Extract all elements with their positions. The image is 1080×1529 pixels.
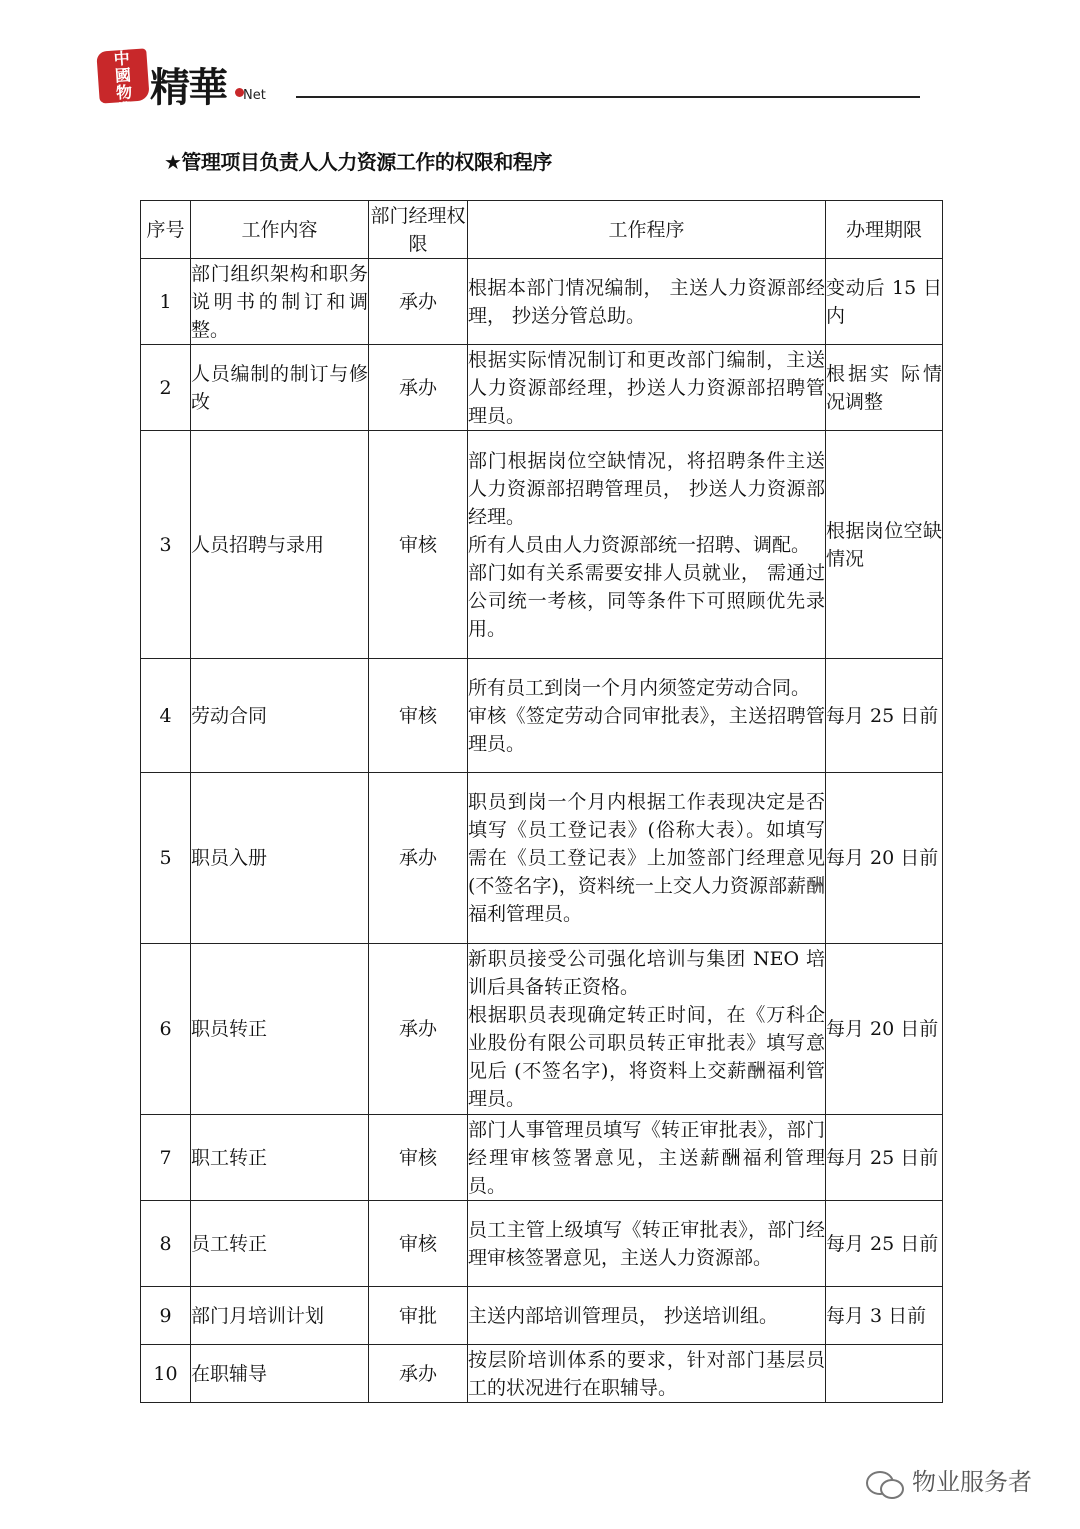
row-procedure <box>468 944 826 1115</box>
table-row <box>141 1287 943 1345</box>
account-name: 物业服务者 <box>912 1468 1032 1496</box>
row-procedure <box>468 1115 826 1201</box>
row-task: 员工转正 <box>191 1201 369 1287</box>
procedure-paragraph: 部门人事管理员填写《转正审批表》，部门经理审核签署意见，主送薪酬福利管理员。 <box>468 1118 825 1197</box>
procedure-paragraph: 主送内部培训管理员， 抄送培训组。 <box>468 1304 779 1327</box>
table-row <box>141 431 943 659</box>
row-term: 根据岗位空缺情况 <box>826 431 943 659</box>
col-header-term: 办理期限 <box>826 201 943 259</box>
row-number: 7 <box>141 1115 191 1201</box>
row-number: 6 <box>141 944 191 1115</box>
procedure-paragraph: 所有人员由人力资源部统一招聘、调配。 <box>468 533 811 556</box>
row-authority: 承办 <box>369 259 468 345</box>
row-task: 职员入册 <box>191 773 369 944</box>
row-number: 10 <box>141 1345 191 1403</box>
row-procedure <box>468 431 826 659</box>
row-number: 9 <box>141 1287 191 1345</box>
row-procedure <box>468 259 826 345</box>
site-logo <box>98 48 298 120</box>
row-authority: 承办 <box>369 1345 468 1403</box>
procedure-paragraph: 职员到岗一个月内根据工作表现决定是否填写《员工登记表》(俗称大表）。如填写需在《员工登记表》上加签部门经理意见(不签名字)，资料统一上交人力资源部薪酬福利管理员。 <box>468 791 825 925</box>
table-header-row <box>141 201 943 259</box>
row-authority: 审批 <box>369 1287 468 1345</box>
row-term: 根据实 际情况调整 <box>826 345 943 431</box>
row-term: 每月 25 日前 <box>826 1115 943 1201</box>
table-row <box>141 1115 943 1201</box>
procedure-paragraph: 审核《签定劳动合同审批表》，主送招聘管理员。 <box>468 704 825 755</box>
row-authority: 审核 <box>369 659 468 773</box>
procedure-paragraph: 员工主管上级填写《转正审批表》，部门经理审核签署意见，主送人力资源部。 <box>468 1218 825 1269</box>
row-task: 职员转正 <box>191 944 369 1115</box>
procedure-paragraph: 根据实际情况制订和更改部门编制，主送人力资源部经理，抄送人力资源部招聘管理员。 <box>468 348 825 427</box>
logo-suffix: Net <box>243 88 266 103</box>
row-number: 8 <box>141 1201 191 1287</box>
row-term: 每月 3 日前 <box>826 1287 943 1345</box>
procedure-paragraph: 根据职员表现确定转正时间，在《万科企业股份有限公司职员转正审批表》填写意见后 (不签名字)，将资料上交薪酬福利管理员。 <box>468 1004 825 1110</box>
row-number: 4 <box>141 659 191 773</box>
row-authority: 审核 <box>369 431 468 659</box>
row-number: 2 <box>141 345 191 431</box>
table-row <box>141 345 943 431</box>
row-term <box>826 1345 943 1403</box>
table-row <box>141 259 943 345</box>
row-task: 部门组织架构和职务说明书的制订和调整。 <box>191 259 369 345</box>
row-procedure <box>468 659 826 773</box>
row-task: 劳动合同 <box>191 659 369 773</box>
row-term: 每月 25 日前 <box>826 1201 943 1287</box>
row-task: 职工转正 <box>191 1115 369 1201</box>
row-authority: 审核 <box>369 1201 468 1287</box>
page-title: ★管理项目负责人人力资源工作的权限和程序 <box>164 150 552 174</box>
table-row <box>141 659 943 773</box>
row-number: 3 <box>141 431 191 659</box>
row-authority: 承办 <box>369 345 468 431</box>
row-authority: 承办 <box>369 773 468 944</box>
row-term: 变动后 15 日内 <box>826 259 943 345</box>
table-row <box>141 1201 943 1287</box>
wechat-icon <box>866 1469 906 1497</box>
row-number: 1 <box>141 259 191 345</box>
col-header-procedure: 工作程序 <box>468 201 826 259</box>
row-task: 部门月培训计划 <box>191 1287 369 1345</box>
row-number: 5 <box>141 773 191 944</box>
logo-brand: 精華 <box>150 65 226 111</box>
procedure-paragraph: 新职员接受公司强化培训与集团 NEO 培训后具备转正资格。 <box>468 948 825 998</box>
col-header-authority: 部门经理权限 <box>369 201 468 259</box>
table-row <box>141 773 943 944</box>
row-term: 每月 25 日前 <box>826 659 943 773</box>
procedure-paragraph: 根据本部门情况编制， 主送人力资源部经理， 抄送分管总助。 <box>468 276 825 327</box>
row-procedure <box>468 1345 826 1403</box>
footer-account <box>866 1462 1032 1497</box>
logo-seal: 中國物業 <box>96 48 150 103</box>
row-authority: 审核 <box>369 1115 468 1201</box>
table-row <box>141 944 943 1115</box>
row-task: 在职辅导 <box>191 1345 369 1403</box>
col-header-no: 序号 <box>141 201 191 259</box>
procedure-paragraph: 部门如有关系需要安排人员就业， 需通过公司统一考核，同等条件下可照顾优先录用。 <box>468 561 825 640</box>
row-term: 每月 20 日前 <box>826 944 943 1115</box>
row-term: 每月 20 日前 <box>826 773 943 944</box>
col-header-task: 工作内容 <box>191 201 369 259</box>
row-authority: 承办 <box>369 944 468 1115</box>
row-procedure <box>468 773 826 944</box>
row-procedure <box>468 1287 826 1345</box>
row-task: 人员编制的制订与修改 <box>191 345 369 431</box>
authority-table <box>140 200 943 1403</box>
procedure-paragraph: 部门根据岗位空缺情况，将招聘条件主送人力资源部招聘管理员， 抄送人力资源部经理。 <box>468 449 825 528</box>
row-procedure <box>468 1201 826 1287</box>
header-rule <box>296 96 920 98</box>
table-row <box>141 1345 943 1403</box>
procedure-paragraph: 所有员工到岗一个月内须签定劳动合同。 <box>468 676 811 699</box>
row-task: 人员招聘与录用 <box>191 431 369 659</box>
procedure-paragraph: 按层阶培训体系的要求，针对部门基层员工的状况进行在职辅导。 <box>468 1348 825 1399</box>
row-procedure <box>468 345 826 431</box>
